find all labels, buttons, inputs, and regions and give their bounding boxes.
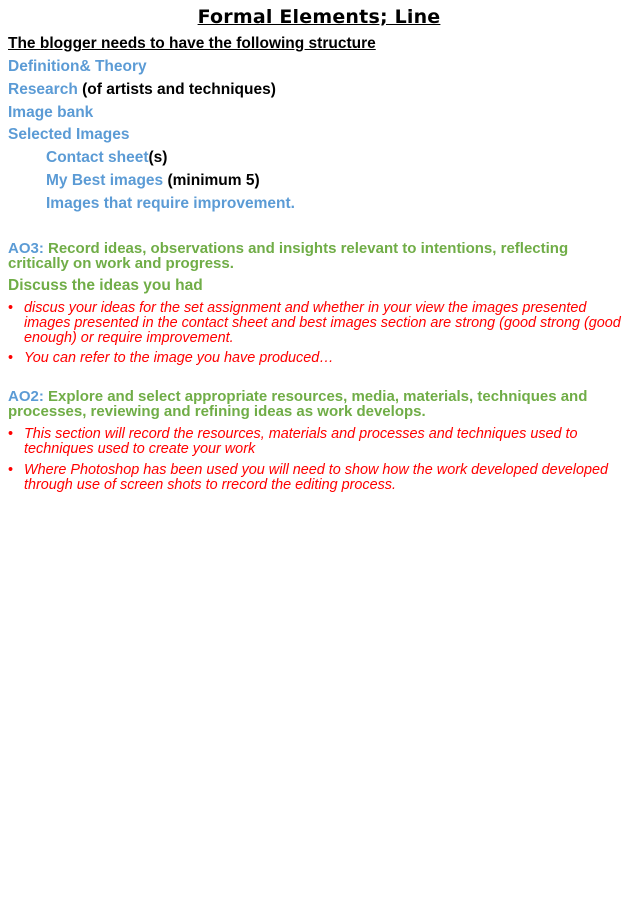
bullet-dot: •: [8, 350, 14, 366]
ao2-paragraph: [8, 389, 628, 419]
item-best-images: [46, 172, 260, 190]
item-definition: Definition& Theory: [8, 58, 147, 75]
item-improvement: Images that require improvement.: [46, 195, 295, 212]
ao3-bullet-1-text: discus your ideas for the set assignment and whether in your view the images presented images presented in the contact sheet and best images section are strong (good strong (good enough) or require improvement.: [24, 300, 621, 346]
item-research: [8, 81, 276, 99]
bullet-dot: •: [8, 300, 14, 316]
item-contact-sheet: [46, 149, 167, 167]
research-note: (of artists and techniques): [77, 81, 276, 98]
item-selected-images: Selected Images: [8, 126, 130, 143]
ao2-text: Explore and select appropriate resources, media, materials, techniques and processes, reviewing and refining ideas as work develops.: [8, 388, 588, 420]
ao3-bullet-1: [8, 301, 630, 346]
bullet-dot: •: [8, 462, 14, 478]
ao2-label: AO2:: [8, 388, 44, 405]
bullet-dot: •: [8, 426, 14, 442]
ao3-bullet-2-text: You can refer to the image you have produced…: [24, 350, 334, 366]
best-images-note: (minimum 5): [163, 172, 260, 189]
ao2-bullet-2: [8, 463, 630, 493]
ao2-bullet-2-text: Where Photoshop has been used you will need to show how the work developed developed through use of screen shots to rrecord the editing process.: [24, 462, 609, 493]
ao3-paragraph: [8, 241, 628, 271]
ao2-bullet-1-text: This section will record the resources, materials and processes and techniques used to techniques used to create your work: [24, 426, 578, 457]
ao2-bullet-1: [8, 427, 630, 457]
ao3-text: Record ideas, observations and insights relevant to intentions, reflecting critically on work and progress.: [8, 240, 569, 272]
contact-sheet-label: Contact sheet: [46, 149, 149, 166]
best-images-label: My Best images: [46, 172, 164, 189]
ao3-bullet-2: [8, 351, 630, 366]
page-title: Formal Elements; Line: [197, 6, 441, 28]
research-label: Research: [8, 81, 78, 98]
contact-sheet-suffix: (s): [148, 149, 168, 166]
structure-heading: The blogger needs to have the following structure: [8, 35, 376, 52]
item-image-bank: Image bank: [8, 104, 94, 121]
ao3-subheading: Discuss the ideas you had: [8, 277, 203, 294]
ao3-label: AO3:: [8, 240, 44, 257]
